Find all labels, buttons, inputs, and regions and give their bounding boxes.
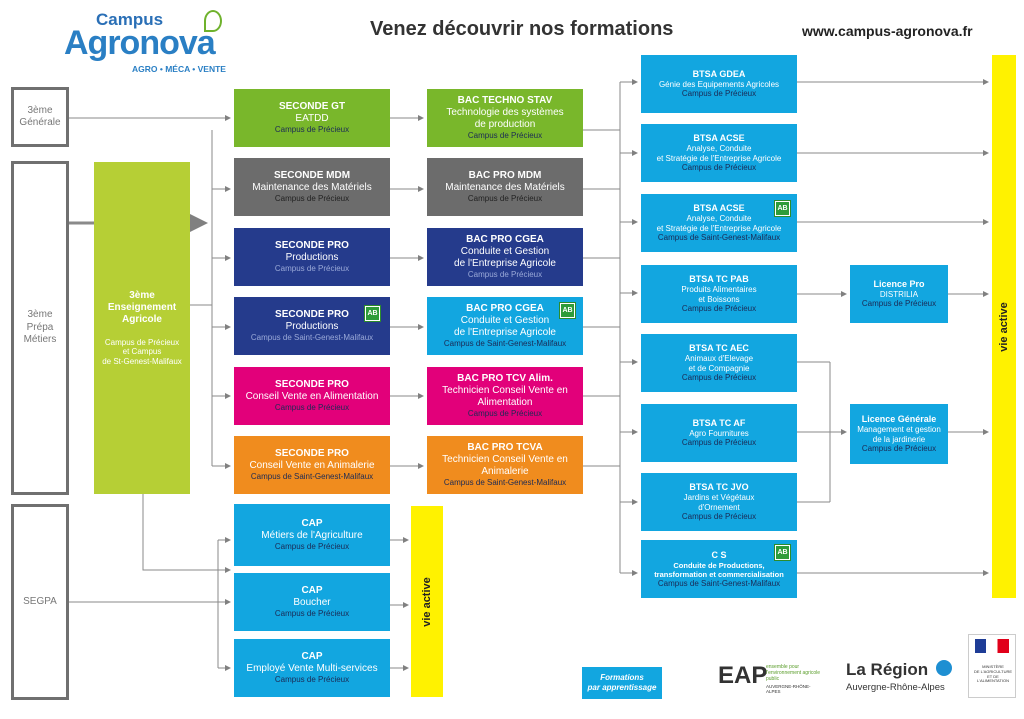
licence-campus: Campus de Précieux <box>861 444 937 454</box>
box-bac-pro-tcv-alim <box>427 367 583 425</box>
cap-line: Employé Vente Multi-services <box>246 663 378 675</box>
cap-campus: Campus de Précieux <box>274 609 350 619</box>
seconde-campus: Campus de Saint-Genest-Malifaux <box>250 472 374 482</box>
bts-campus: Campus de Saint-Genest-Malifaux <box>657 578 781 588</box>
box-btsa-tc-af <box>641 404 797 462</box>
bts-title: BTSA TC PAB <box>689 274 749 285</box>
box-licence-generale <box>850 404 948 464</box>
bac-campus: Campus de Saint-Genest-Malifaux <box>443 339 567 349</box>
region-title: La Région <box>846 660 929 679</box>
seconde-campus: Campus de Précieux <box>274 194 350 204</box>
seconde-campus: Campus de Saint-Genest-Malifaux <box>250 333 374 343</box>
bac-title: BAC PRO MDM <box>468 170 542 182</box>
bts-title: BTSA ACSE <box>693 203 745 214</box>
seconde-line: EATDD <box>295 113 329 125</box>
label-3eme-generale: 3ème Générale <box>19 104 61 128</box>
box-cap-metiers-agriculture <box>234 504 390 566</box>
licence-line: DISTRILIA <box>879 289 919 299</box>
bts-title: BTSA TC JVO <box>689 482 749 493</box>
licence-campus: Campus de Précieux <box>861 299 937 309</box>
seconde-title: SECONDE PRO <box>275 240 349 252</box>
box-btsa-gdea <box>641 55 797 113</box>
seconde-title: SECONDE MDM <box>273 170 351 182</box>
label-3eme-prepa: 3ème Prépa Métiers <box>23 309 57 346</box>
bts-campus: Campus de Précieux <box>681 89 757 99</box>
eap-region-text: AUVERGNE-RHÔNE-ALPES <box>766 684 811 694</box>
box-btsa-tc-pab <box>641 265 797 323</box>
website-url[interactable]: www.campus-agronova.fr <box>802 23 973 39</box>
cap-line: Boucher <box>293 597 331 609</box>
bac-campus: Campus de Précieux <box>467 270 543 280</box>
bts-line: Jardins et Végétaux d'Ornement <box>683 493 755 512</box>
bac-title: BAC TECHNO STAV <box>457 95 553 107</box>
box-bac-techno-stav <box>427 89 583 147</box>
cap-title: CAP <box>301 585 323 597</box>
box-3eme-prepa-metiers <box>11 161 69 495</box>
eap-small-text: ensemble pour l'environnement agricole public <box>766 664 821 682</box>
bts-campus: Campus de Précieux <box>681 512 757 522</box>
bac-line: Maintenance des Matériels <box>445 182 565 194</box>
seconde-title: SECONDE PRO <box>275 379 349 391</box>
box-seconde-pro-cva-animalerie <box>234 436 390 494</box>
cap-line: Métiers de l'Agriculture <box>261 530 363 542</box>
bac-campus: Campus de Saint-Genest-Malifaux <box>443 478 567 488</box>
box-cap-boucher <box>234 573 390 631</box>
cap-campus: Campus de Précieux <box>274 675 350 685</box>
eap-logo <box>718 662 824 696</box>
bts-line: Animaux d'Elevage et de Compagnie <box>684 354 754 373</box>
seconde-line: Productions <box>285 252 339 264</box>
seconde-title: SECONDE PRO <box>275 448 349 460</box>
seconde-title: SECONDE PRO <box>275 309 349 321</box>
bts-line: Conduite de Productions, transformation et commercialisation <box>654 560 784 579</box>
vie-active-bar-main: vie active <box>992 55 1016 598</box>
region-sub: Auvergne-Rhône-Alpes <box>846 682 945 693</box>
licence-line: Management et gestion de la jardinerie <box>857 425 941 444</box>
ministere-text: MINISTÈRE DE L'AGRICULTURE ET DE L'ALIMENTATION <box>973 664 1013 684</box>
bac-line: Technicien Conseil Vente en Animalerie <box>442 454 568 478</box>
la-region-logo <box>846 660 956 698</box>
bts-line: Analyse, Conduite et Stratégie de l'Entreprise Agricole <box>656 214 782 233</box>
bts-campus: Campus de Précieux <box>681 373 757 383</box>
bac-title: BAC PRO CGEA <box>466 234 544 246</box>
cap-title: CAP <box>301 518 323 530</box>
box-btsa-tc-aec <box>641 334 797 392</box>
seconde-campus: Campus de Précieux <box>274 125 350 135</box>
ab-organic-icon: AB <box>774 544 791 561</box>
bts-title: BTSA TC AF <box>692 418 746 428</box>
logo-campus-text: Campus <box>96 10 164 29</box>
seconde-title: SECONDE GT <box>278 101 346 113</box>
cap-campus: Campus de Précieux <box>274 542 350 552</box>
cap-title: CAP <box>301 651 323 663</box>
box-segpa <box>11 504 69 700</box>
ab-organic-icon: AB <box>364 305 381 322</box>
ens-title: 3ème Enseignement Agricole <box>107 289 177 325</box>
eap-text: EAP <box>718 662 768 689</box>
box-cap-employe-vente <box>234 639 390 697</box>
box-bac-pro-tcva <box>427 436 583 494</box>
bac-campus: Campus de Précieux <box>467 131 543 141</box>
region-triangle-icon <box>936 660 952 676</box>
bts-title: BTSA TC AEC <box>689 343 749 354</box>
seconde-campus: Campus de Précieux <box>274 264 350 274</box>
box-seconde-gt <box>234 89 390 147</box>
marianne-flag-icon <box>975 639 1009 653</box>
label-segpa: SEGPA <box>23 595 57 607</box>
logo-tagline: AGRO • MÉCA • VENTE <box>132 64 226 74</box>
box-btsa-tc-jvo <box>641 473 797 531</box>
bts-campus: Campus de Précieux <box>681 163 757 173</box>
box-seconde-pro-cva-alimentation <box>234 367 390 425</box>
box-3eme-generale <box>11 87 69 147</box>
vie-active-bar-cap: vie active <box>411 506 443 697</box>
campus-agronova-logo <box>62 10 242 80</box>
box-3eme-enseignement-agricole <box>94 162 190 494</box>
box-bac-pro-mdm <box>427 158 583 216</box>
box-licence-pro-distrilia <box>850 265 948 323</box>
seconde-line: Maintenance des Matériels <box>252 182 372 194</box>
bac-campus: Campus de Précieux <box>467 409 543 419</box>
seconde-line: Productions <box>285 321 339 333</box>
box-btsa-acse-precieux <box>641 124 797 182</box>
bac-line: Technologie des systèmes de production <box>446 107 564 131</box>
box-seconde-mdm <box>234 158 390 216</box>
bts-line: Génie des Equipements Agricoles <box>658 79 780 89</box>
bts-line: Analyse, Conduite et Stratégie de l'Entreprise Agricole <box>656 144 782 163</box>
formations-apprentissage-badge <box>582 667 662 699</box>
logo-agronova-text: Agronova <box>64 24 215 62</box>
bac-line: Conduite et Gestion de l'Entreprise Agricole <box>454 246 556 270</box>
box-seconde-pro-productions-precieux <box>234 228 390 286</box>
seconde-campus: Campus de Précieux <box>274 403 350 413</box>
bac-title: BAC PRO TCVA <box>467 442 543 454</box>
bts-campus: Campus de Précieux <box>681 438 757 448</box>
bts-campus: Campus de Précieux <box>681 304 757 314</box>
bac-line: Technicien Conseil Vente en Alimentation <box>442 385 568 409</box>
bts-title: BTSA GDEA <box>692 69 746 79</box>
bts-line: Produits Alimentaires et Boissons <box>681 285 757 304</box>
bts-title: BTSA ACSE <box>693 133 745 144</box>
ens-sub: Campus de Précieux et Campus de St-Genest-Malifaux <box>102 337 182 366</box>
ministere-logo <box>968 634 1016 698</box>
page-title: Venez découvrir nos formations <box>370 18 674 40</box>
box-bac-pro-cgea-precieux <box>427 228 583 286</box>
licence-title: Licence Générale <box>861 414 937 425</box>
seconde-line: Conseil Vente en Animalerie <box>249 460 375 472</box>
bts-line: Agro Fournitures <box>689 428 749 438</box>
bts-campus: Campus de Saint-Genest-Malifaux <box>657 233 781 243</box>
bac-title: BAC PRO TCV Alim. <box>457 373 553 385</box>
licence-title: Licence Pro <box>873 279 925 289</box>
bac-line: Conduite et Gestion de l'Entreprise Agricole <box>454 315 556 339</box>
bts-title: C S <box>711 549 727 560</box>
bac-campus: Campus de Précieux <box>467 194 543 204</box>
bac-title: BAC PRO CGEA <box>466 303 544 315</box>
seconde-line: Conseil Vente en Alimentation <box>245 391 379 403</box>
ab-organic-icon: AB <box>559 302 576 319</box>
apprentissage-label: Formations par apprentissage <box>587 673 657 692</box>
ab-organic-icon: AB <box>774 200 791 217</box>
